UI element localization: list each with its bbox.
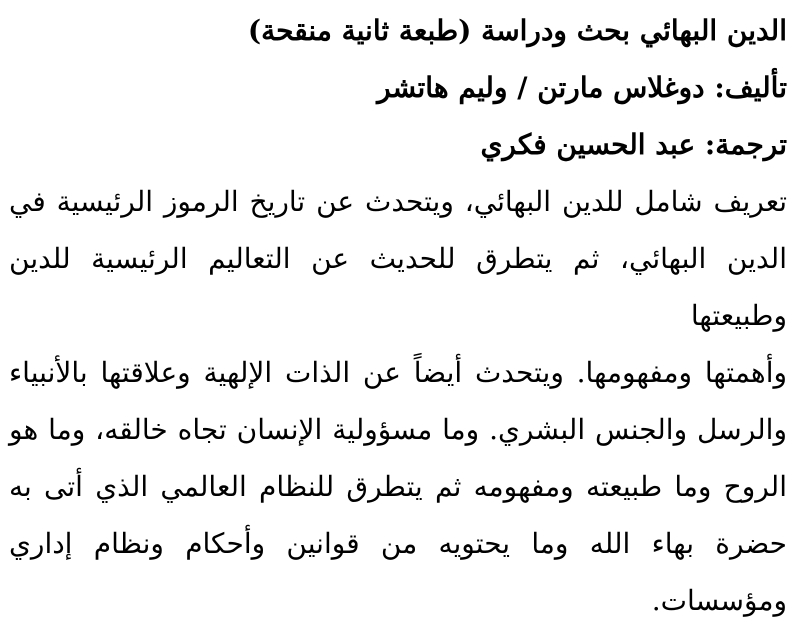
description-line: الروح وما طبيعته ومفهومه ثم يتطرق للنظام العالمي الذي أتى به — [9, 470, 787, 503]
book-title: الدين البهائي بحث ودراسة (طبعة ثانية منقحة) — [247, 14, 787, 47]
description-line: وأهمتها ومفهومها. ويتحدث أيضاً عن الذات الإلهية وعلاقتها بالأنبياء — [9, 356, 787, 389]
description-line: والرسل والجنس البشري. وما مسؤولية الإنسان تجاه خالقه، وما هو — [9, 413, 787, 446]
description-line: حضرة بهاء الله وما يحتويه من قوانين وأحكام ونظام إداري ومؤسسات. — [9, 527, 787, 617]
description-paragraph — [9, 173, 787, 629]
authors-line: تأليف: دوغلاس مارتن / وليم هاتشر — [377, 71, 787, 104]
translator-line: ترجمة: عبد الحسين فكري — [480, 128, 787, 161]
description-line: الدين البهائي، ثم يتطرق للحديث عن التعاليم الرئيسية للدين وطبيعتها — [9, 242, 787, 332]
description-line: تعريف شامل للدين البهائي، ويتحدث عن تاريخ الرموز الرئيسية في — [9, 185, 787, 218]
book-header — [9, 2, 787, 173]
